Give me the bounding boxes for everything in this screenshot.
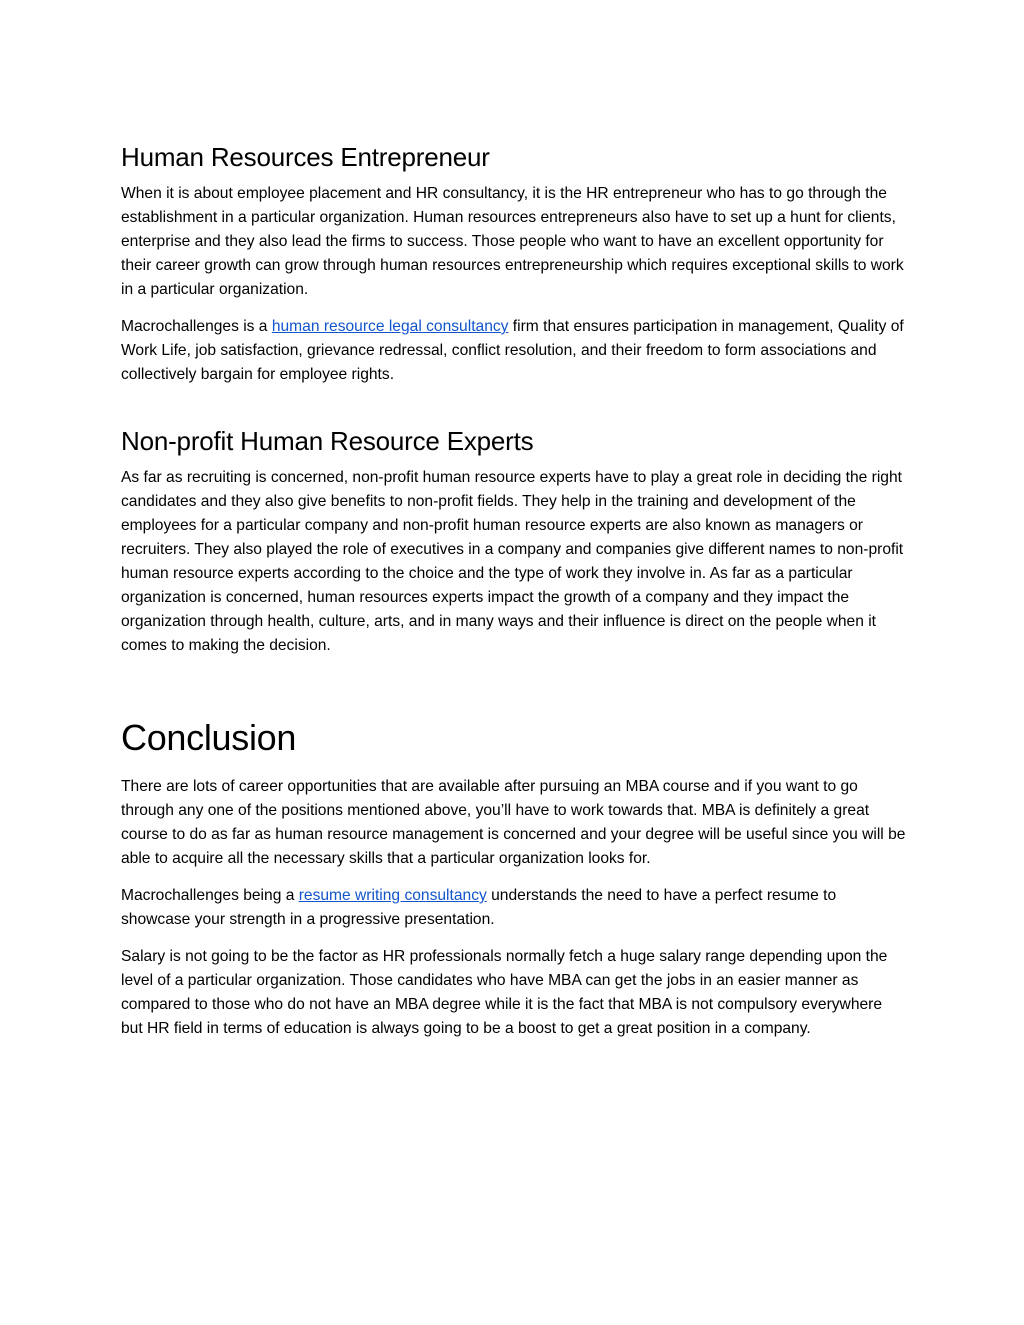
paragraph-text: understands the need to have a perfect resume to showcase your strength in a progressive presentation.	[121, 887, 837, 928]
conclusion-title: Conclusion	[121, 717, 297, 758]
paragraph-with-link	[121, 884, 906, 932]
spacer	[121, 400, 906, 424]
paragraph-text: Macrochallenges is a	[121, 318, 272, 335]
spacer	[121, 671, 906, 715]
paragraph: Salary is not going to be the factor as HR professionals normally fetch a huge salary range depending upon the level of a particular organization. Those candidates who have MBA can get the jobs in an easier manner as compared to those who do not have an MBA degree while it is the fact that MBA is not compulsory everywhere but HR field in terms of education is always going to be a boost to get a great position in a company.	[121, 948, 888, 1037]
hr-legal-consultancy-link[interactable]: human resource legal consultancy	[271, 318, 509, 335]
paragraph: When it is about employee placement and HR consultancy, it is the HR entrepreneur who has to go through the establishment in a particular organization. Human resources entrepreneurs also have to set up a hunt for clients, enterprise and they also lead the firms to success. Those people who want to have an excellent opportunity for their career growth can grow through human resources entrepreneurship which requires exceptional skills to work in a particular organization.	[121, 185, 904, 298]
paragraph: As far as recruiting is concerned, non-profit human resource experts have to play a great role in deciding the right candidates and they also give benefits to non-profit fields. They help in the training and development of the employees for a particular company and non-profit human resource experts are also known as managers or recruiters. They also played the role of executives in a company and companies give different names to non-profit human resource experts according to the choice and the type of work they involve in. As far as a particular organization is concerned, human resources experts impact the growth of a company and they impact the organization through health, culture, arts, and in many ways and their influence is direct on the people when it comes to making the decision.	[121, 469, 904, 654]
paragraph-text: Macrochallenges being a	[121, 887, 299, 904]
resume-writing-consultancy-link[interactable]: resume writing consultancy	[298, 887, 487, 904]
paragraph: There are lots of career opportunities that are available after pursuing an MBA course and if you want to go through any one of the positions mentioned above, you’ll have to work towards that. MBA is definitely a great course to do as far as human resource management is concerned and your degree will be useful since you will be able to acquire all the necessary skills that a particular organization looks for.	[121, 778, 906, 867]
section-heading: Non-profit Human Resource Experts	[121, 426, 534, 456]
section-heading: Human Resources Entrepreneur	[121, 142, 490, 172]
section-conclusion	[121, 715, 906, 1041]
section-hr-entrepreneur	[121, 140, 906, 387]
paragraph-with-link	[121, 315, 906, 387]
section-nonprofit-experts	[121, 424, 906, 658]
paragraph-text: firm that ensures participation in management, Quality of Work Life, job satisfaction, grievance redressal, conflict resolution, and their freedom to form associations and collectively bargain for employee rights.	[121, 318, 904, 383]
